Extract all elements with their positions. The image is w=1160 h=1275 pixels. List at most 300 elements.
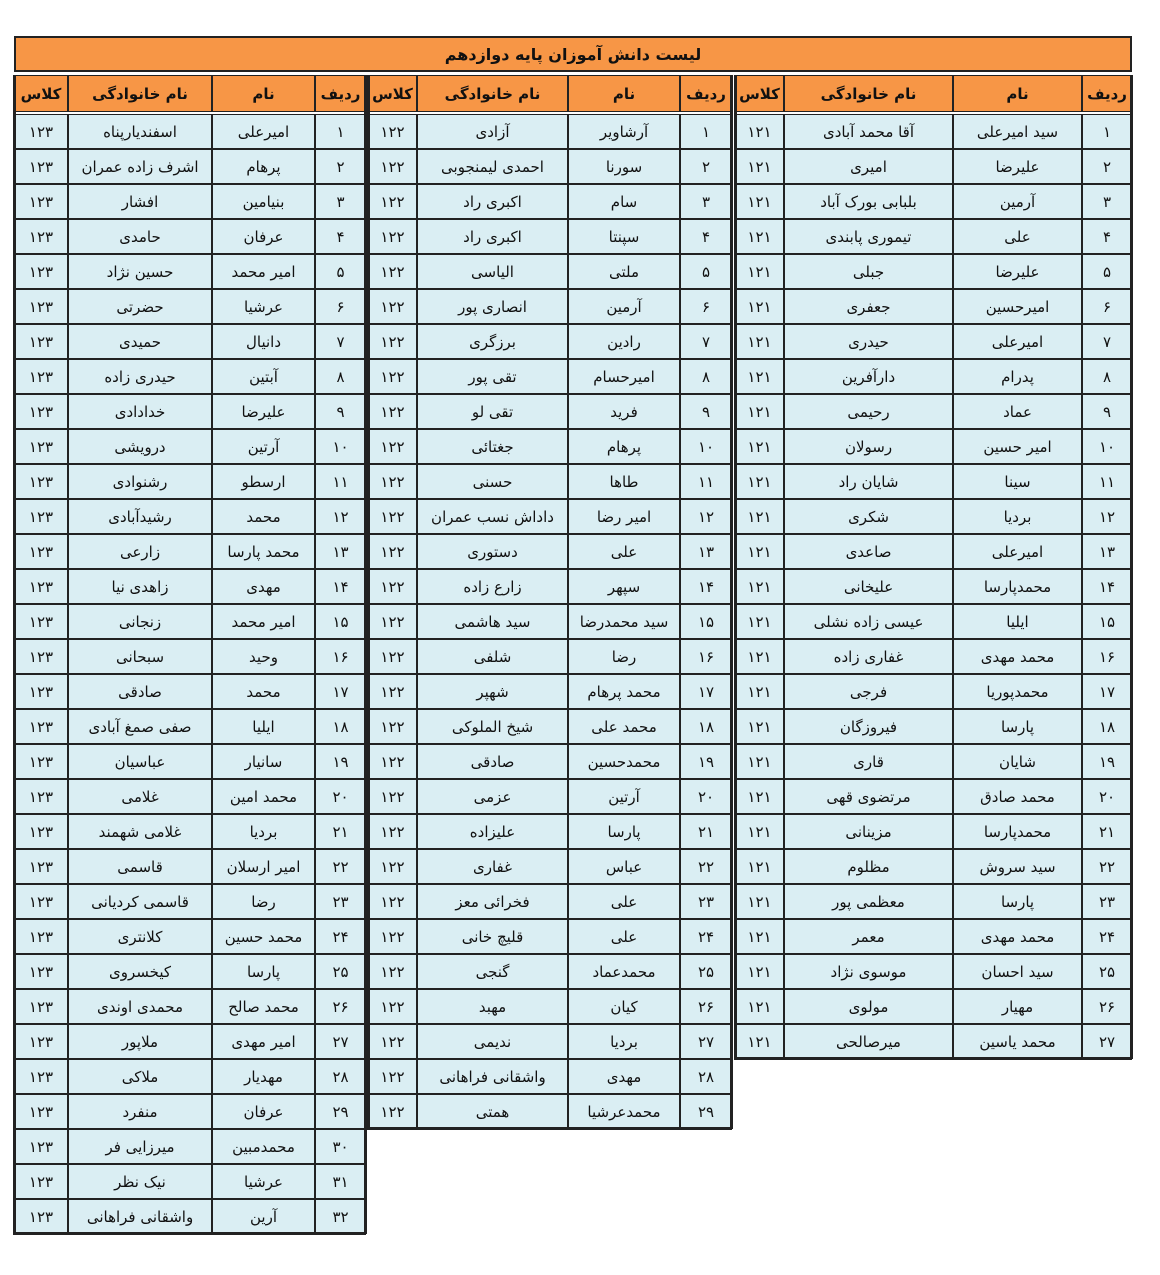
group-3-class-cell: ۱۲۳	[14, 744, 68, 779]
group-3-last-name-cell: واشقانی فراهانی	[68, 1199, 212, 1234]
group-2-last-name-cell: الیاسی	[417, 254, 568, 289]
group-3-first-name-cell: محمد	[212, 674, 315, 709]
group-1-first-name-cell: محمدپوریا	[953, 674, 1082, 709]
group-1-last-name-cell: آقا محمد آبادی	[784, 114, 953, 149]
group-2-first-name-cell: علی	[568, 919, 680, 954]
group-2-first-name-cell: سام	[568, 184, 680, 219]
group-1-last-name-cell: امیری	[784, 149, 953, 184]
group-1-first-name-cell: امیرحسین	[953, 289, 1082, 324]
group-1-class-cell: ۱۲۱	[735, 359, 784, 394]
group-2-last-name-cell: اکبری راد	[417, 219, 568, 254]
group-1-first-name-cell: محمدپارسا	[953, 814, 1082, 849]
group-3-last-name-cell: رشنوادی	[68, 464, 212, 499]
group-3-radif-cell: ۱۱	[315, 464, 366, 499]
group-2-class-cell: ۱۲۲	[368, 1024, 417, 1059]
group-2-class-cell: ۱۲۲	[368, 569, 417, 604]
group-3-frame	[13, 75, 16, 1234]
group-1-radif-cell: ۱	[1082, 114, 1132, 149]
group-2-first-name-cell: محمدعماد	[568, 954, 680, 989]
group-2-last-name-cell: شهپر	[417, 674, 568, 709]
group-3-class-cell: ۱۲۳	[14, 254, 68, 289]
group-1-last-name-cell: عیسی زاده نشلی	[784, 604, 953, 639]
group-1-class-cell: ۱۲۱	[735, 954, 784, 989]
group-2-last-name-cell: ندیمی	[417, 1024, 568, 1059]
group-1-frame	[734, 1057, 1132, 1060]
group-3-last-name-cell: حمیدی	[68, 324, 212, 359]
group-3-radif-cell: ۹	[315, 394, 366, 429]
group-2-last-name-cell: برزگری	[417, 324, 568, 359]
group-2-frame	[367, 75, 370, 1129]
group-3-last-name-cell: حامدی	[68, 219, 212, 254]
group-1-last-name-cell: حیدری	[784, 324, 953, 359]
group-1-last-name-cell: رسولان	[784, 429, 953, 464]
group-3-last-name-cell: زنجانی	[68, 604, 212, 639]
group-1-last-name-cell: رحیمی	[784, 394, 953, 429]
group-2-last-name-cell: علیزاده	[417, 814, 568, 849]
group-2-class-cell: ۱۲۲	[368, 849, 417, 884]
group-1-first-name-cell: بردیا	[953, 499, 1082, 534]
group-2-first-name-cell: آرشاویر	[568, 114, 680, 149]
group-1-class-cell: ۱۲۱	[735, 254, 784, 289]
sheet-title: لیست دانش آموزان پایه دوازدهم	[14, 36, 1132, 72]
group-3-first-name-cell: بنیامین	[212, 184, 315, 219]
group-1-radif-cell: ۸	[1082, 359, 1132, 394]
group-2-class-cell: ۱۲۲	[368, 989, 417, 1024]
group-2-radif-cell: ۲۰	[680, 779, 732, 814]
group-1-class-cell: ۱۲۱	[735, 499, 784, 534]
group-2-class-cell: ۱۲۲	[368, 674, 417, 709]
group-3-radif-cell: ۸	[315, 359, 366, 394]
group-3-radif-cell: ۲۹	[315, 1094, 366, 1129]
group-2-class-cell: ۱۲۲	[368, 499, 417, 534]
group-2-last-name-cell: زارع زاده	[417, 569, 568, 604]
group-3-radif-cell: ۲۳	[315, 884, 366, 919]
group-3-last-name-cell: غلامی شهمند	[68, 814, 212, 849]
group-2-last-name-cell: مهبد	[417, 989, 568, 1024]
group-2-first-name-cell: عباس	[568, 849, 680, 884]
group-1-radif-cell: ۱۱	[1082, 464, 1132, 499]
group-1-last-name-cell: علیخانی	[784, 569, 953, 604]
group-3-first-name-cell: امیر محمد	[212, 604, 315, 639]
group-3-frame	[364, 75, 367, 1234]
group-3-first-name-cell: دانیال	[212, 324, 315, 359]
group-3-class-cell: ۱۲۳	[14, 604, 68, 639]
group-2-class-cell: ۱۲۲	[368, 779, 417, 814]
group-3-class-cell: ۱۲۳	[14, 1094, 68, 1129]
group-1-radif-cell: ۱۸	[1082, 709, 1132, 744]
group-2-first-name-cell: بردیا	[568, 1024, 680, 1059]
group-2-first-name-cell: محمدعرشیا	[568, 1094, 680, 1129]
group-2-first-name-cell: پارسا	[568, 814, 680, 849]
group-2-first-name-cell: سورنا	[568, 149, 680, 184]
group-2-class-cell: ۱۲۲	[368, 324, 417, 359]
group-1-frame	[1130, 75, 1133, 1059]
group-3-class-cell: ۱۲۳	[14, 324, 68, 359]
group-3-first-name-cell: امیر مهدی	[212, 1024, 315, 1059]
group-1-class-cell: ۱۲۱	[735, 639, 784, 674]
group-2-radif-cell: ۲۴	[680, 919, 732, 954]
group-2-first-name-cell: فرید	[568, 394, 680, 429]
group-2-class-cell: ۱۲۲	[368, 534, 417, 569]
group-3-first-name-cell: پارسا	[212, 954, 315, 989]
group-3-first-name-cell: عرشیا	[212, 289, 315, 324]
group-1-last-name-cell: فیروزگان	[784, 709, 953, 744]
group-2-class-cell: ۱۲۲	[368, 1094, 417, 1129]
group-2-class-cell: ۱۲۲	[368, 709, 417, 744]
group-3-class-cell: ۱۲۳	[14, 989, 68, 1024]
group-2-radif-cell: ۲۸	[680, 1059, 732, 1094]
group-1-radif-cell: ۶	[1082, 289, 1132, 324]
group-1-radif-cell: ۱۶	[1082, 639, 1132, 674]
group-2-class-cell: ۱۲۲	[368, 114, 417, 149]
group-2-radif-cell: ۱	[680, 114, 732, 149]
group-3-last-name-cell: منفرد	[68, 1094, 212, 1129]
group-3-last-name-cell: اشرف زاده عمران	[68, 149, 212, 184]
group-3-radif-cell: ۱۲	[315, 499, 366, 534]
group-3-class-cell: ۱۲۳	[14, 849, 68, 884]
group-1-radif-cell: ۱۷	[1082, 674, 1132, 709]
group-1-last-name-cell: میرصالحی	[784, 1024, 953, 1059]
group-3-first-name-cell: پرهام	[212, 149, 315, 184]
group-1-first-name-cell: مهیار	[953, 989, 1082, 1024]
group-1-radif-cell: ۱۵	[1082, 604, 1132, 639]
group-1-class-cell: ۱۲۱	[735, 779, 784, 814]
group-3-class-cell: ۱۲۳	[14, 1129, 68, 1164]
group-2-last-name-cell: همتی	[417, 1094, 568, 1129]
group-3-class-cell: ۱۲۳	[14, 219, 68, 254]
group-1-last-name-cell: غفاری زاده	[784, 639, 953, 674]
group-1-radif-cell: ۵	[1082, 254, 1132, 289]
group-1-first-name-cell: سید امیرعلی	[953, 114, 1082, 149]
group-2-last-name-cell: انصاری پور	[417, 289, 568, 324]
group-2-radif-cell: ۲	[680, 149, 732, 184]
group-3-first-name-cell: سانیار	[212, 744, 315, 779]
group-1-class-cell: ۱۲۱	[735, 114, 784, 149]
group-2-frame	[730, 75, 733, 1129]
group-3-last-name-cell: غلامی	[68, 779, 212, 814]
group-3-last-name-cell: عباسیان	[68, 744, 212, 779]
group-2-radif-cell: ۷	[680, 324, 732, 359]
group-3-class-cell: ۱۲۳	[14, 464, 68, 499]
group-1-first-name-cell: محمد مهدی	[953, 639, 1082, 674]
group-2-first-name-cell: کیان	[568, 989, 680, 1024]
group-1-radif-cell: ۹	[1082, 394, 1132, 429]
group-3-radif-cell: ۲۱	[315, 814, 366, 849]
group-2-last-name-cell: اکبری راد	[417, 184, 568, 219]
group-3-class-cell: ۱۲۳	[14, 499, 68, 534]
group-3-last-name-cell: رشیدآبادی	[68, 499, 212, 534]
group-2-first-name-cell: امیرحسام	[568, 359, 680, 394]
group-3-radif-cell: ۱۹	[315, 744, 366, 779]
group-3-last-name-cell: میرزایی فر	[68, 1129, 212, 1164]
group-1-first-name-cell: محمدپارسا	[953, 569, 1082, 604]
group-1-header-first-name: نام	[953, 75, 1082, 112]
group-1-radif-cell: ۱۹	[1082, 744, 1132, 779]
group-1-class-cell: ۱۲۱	[735, 394, 784, 429]
group-2-header-radif: ردیف	[680, 75, 732, 112]
group-3-radif-cell: ۳	[315, 184, 366, 219]
group-3-last-name-cell: قاسمی	[68, 849, 212, 884]
group-2-radif-cell: ۱۹	[680, 744, 732, 779]
group-2-class-cell: ۱۲۲	[368, 1059, 417, 1094]
group-1-last-name-cell: تیموری پابندی	[784, 219, 953, 254]
group-3-header-last-name: نام خانوادگی	[68, 75, 212, 112]
group-3-last-name-cell: قاسمی کردیانی	[68, 884, 212, 919]
group-3-last-name-cell: حسین نژاد	[68, 254, 212, 289]
group-3-first-name-cell: علیرضا	[212, 394, 315, 429]
group-1-radif-cell: ۴	[1082, 219, 1132, 254]
group-1-first-name-cell: سینا	[953, 464, 1082, 499]
group-3-first-name-cell: آبتین	[212, 359, 315, 394]
group-3-first-name-cell: عرفان	[212, 1094, 315, 1129]
group-1-class-cell: ۱۲۱	[735, 989, 784, 1024]
group-3-class-cell: ۱۲۳	[14, 534, 68, 569]
group-1-radif-cell: ۱۰	[1082, 429, 1132, 464]
group-1-last-name-cell: بلبابی بورک آباد	[784, 184, 953, 219]
group-1-last-name-cell: جعفری	[784, 289, 953, 324]
group-1-first-name-cell: سید احسان	[953, 954, 1082, 989]
group-1-first-name-cell: پارسا	[953, 709, 1082, 744]
group-2-radif-cell: ۱۶	[680, 639, 732, 674]
group-3-class-cell: ۱۲۳	[14, 1199, 68, 1234]
group-1-radif-cell: ۲۱	[1082, 814, 1132, 849]
group-1-last-name-cell: شایان راد	[784, 464, 953, 499]
group-2-class-cell: ۱۲۲	[368, 149, 417, 184]
group-3-first-name-cell: مهدیار	[212, 1059, 315, 1094]
group-1-class-cell: ۱۲۱	[735, 569, 784, 604]
group-3-class-cell: ۱۲۳	[14, 359, 68, 394]
group-3-class-cell: ۱۲۳	[14, 919, 68, 954]
group-3-radif-cell: ۷	[315, 324, 366, 359]
group-2-class-cell: ۱۲۲	[368, 814, 417, 849]
group-2-first-name-cell: علی	[568, 884, 680, 919]
group-2-last-name-cell: شلفی	[417, 639, 568, 674]
group-2-radif-cell: ۲۲	[680, 849, 732, 884]
group-3-class-cell: ۱۲۳	[14, 709, 68, 744]
group-1-first-name-cell: محمد مهدی	[953, 919, 1082, 954]
group-1-class-cell: ۱۲۱	[735, 184, 784, 219]
group-2-first-name-cell: سید محمدرضا	[568, 604, 680, 639]
group-1-last-name-cell: مرتضوی قهی	[784, 779, 953, 814]
group-2-first-name-cell: رضا	[568, 639, 680, 674]
group-1-last-name-cell: مولوی	[784, 989, 953, 1024]
group-3-last-name-cell: نیک نظر	[68, 1164, 212, 1199]
group-1-radif-cell: ۱۴	[1082, 569, 1132, 604]
group-2-radif-cell: ۱۴	[680, 569, 732, 604]
group-1-header-class: کلاس	[735, 75, 784, 112]
group-1-first-name-cell: محمد صادق	[953, 779, 1082, 814]
group-3-radif-cell: ۱۸	[315, 709, 366, 744]
group-2-radif-cell: ۲۶	[680, 989, 732, 1024]
group-2-class-cell: ۱۲۲	[368, 464, 417, 499]
group-2-last-name-cell: آزادی	[417, 114, 568, 149]
group-1-radif-cell: ۲۷	[1082, 1024, 1132, 1059]
group-2-first-name-cell: آرتین	[568, 779, 680, 814]
group-3-radif-cell: ۲۵	[315, 954, 366, 989]
group-2-last-name-cell: قلیچ خانی	[417, 919, 568, 954]
group-2-last-name-cell: واشقانی فراهانی	[417, 1059, 568, 1094]
group-1-last-name-cell: فرجی	[784, 674, 953, 709]
group-2-first-name-cell: محمدحسین	[568, 744, 680, 779]
group-1-class-cell: ۱۲۱	[735, 744, 784, 779]
group-3-first-name-cell: عرفان	[212, 219, 315, 254]
group-2-last-name-cell: فخرائی معز	[417, 884, 568, 919]
group-2-last-name-cell: داداش نسب عمران	[417, 499, 568, 534]
group-3-class-cell: ۱۲۳	[14, 884, 68, 919]
group-2-class-cell: ۱۲۲	[368, 639, 417, 674]
group-2-first-name-cell: محمد علی	[568, 709, 680, 744]
group-1-first-name-cell: آرمین	[953, 184, 1082, 219]
group-3-last-name-cell: صفی صمغ آبادی	[68, 709, 212, 744]
group-1-last-name-cell: معمر	[784, 919, 953, 954]
group-3-radif-cell: ۲۸	[315, 1059, 366, 1094]
group-1-last-name-cell: شکری	[784, 499, 953, 534]
group-2-class-cell: ۱۲۲	[368, 429, 417, 464]
group-3-radif-cell: ۱۰	[315, 429, 366, 464]
group-2-last-name-cell: احمدی لیمنجوبی	[417, 149, 568, 184]
group-1-class-cell: ۱۲۱	[735, 464, 784, 499]
group-3-last-name-cell: خدادادی	[68, 394, 212, 429]
group-1-first-name-cell: پارسا	[953, 884, 1082, 919]
group-3-class-cell: ۱۲۳	[14, 394, 68, 429]
group-3-first-name-cell: محمد صالح	[212, 989, 315, 1024]
group-2-last-name-cell: تقی پور	[417, 359, 568, 394]
group-3-radif-cell: ۳۰	[315, 1129, 366, 1164]
group-3-first-name-cell: عرشیا	[212, 1164, 315, 1199]
group-1-last-name-cell: صاعدی	[784, 534, 953, 569]
group-1-first-name-cell: امیرعلی	[953, 324, 1082, 359]
group-1-last-name-cell: مظلوم	[784, 849, 953, 884]
group-1-last-name-cell: دارآفرین	[784, 359, 953, 394]
group-3-first-name-cell: محمد امین	[212, 779, 315, 814]
group-3-radif-cell: ۲۶	[315, 989, 366, 1024]
group-2-radif-cell: ۲۵	[680, 954, 732, 989]
group-1-first-name-cell: سید سروش	[953, 849, 1082, 884]
group-1-class-cell: ۱۲۱	[735, 534, 784, 569]
group-2-class-cell: ۱۲۲	[368, 919, 417, 954]
group-3-radif-cell: ۴	[315, 219, 366, 254]
group-3-first-name-cell: آرتین	[212, 429, 315, 464]
group-1-class-cell: ۱۲۱	[735, 709, 784, 744]
group-2-last-name-cell: گنجی	[417, 954, 568, 989]
group-3-first-name-cell: بردیا	[212, 814, 315, 849]
group-3-radif-cell: ۱۷	[315, 674, 366, 709]
group-2-radif-cell: ۱۳	[680, 534, 732, 569]
group-2-header-first-name: نام	[568, 75, 680, 112]
group-1-class-cell: ۱۲۱	[735, 884, 784, 919]
group-2-last-name-cell: حسنی	[417, 464, 568, 499]
group-2-first-name-cell: سپنتا	[568, 219, 680, 254]
group-3-radif-cell: ۲۰	[315, 779, 366, 814]
group-3-class-cell: ۱۲۳	[14, 814, 68, 849]
group-1-class-cell: ۱۲۱	[735, 324, 784, 359]
group-3-class-cell: ۱۲۳	[14, 1059, 68, 1094]
group-3-last-name-cell: ملاپور	[68, 1024, 212, 1059]
group-2-radif-cell: ۱۲	[680, 499, 732, 534]
group-2-last-name-cell: شیخ الملوکی	[417, 709, 568, 744]
group-3-last-name-cell: سبحانی	[68, 639, 212, 674]
group-3-header-class: کلاس	[14, 75, 68, 112]
group-2-last-name-cell: سید هاشمی	[417, 604, 568, 639]
group-1-last-name-cell: مزینانی	[784, 814, 953, 849]
group-3-radif-cell: ۲۲	[315, 849, 366, 884]
group-2-class-cell: ۱۲۲	[368, 954, 417, 989]
group-2-class-cell: ۱۲۲	[368, 219, 417, 254]
group-1-radif-cell: ۲۴	[1082, 919, 1132, 954]
group-2-radif-cell: ۲۷	[680, 1024, 732, 1059]
group-3-class-cell: ۱۲۳	[14, 429, 68, 464]
group-3-radif-cell: ۱	[315, 114, 366, 149]
group-3-last-name-cell: محمدی اوندی	[68, 989, 212, 1024]
group-3-first-name-cell: مهدی	[212, 569, 315, 604]
group-3-radif-cell: ۱۵	[315, 604, 366, 639]
group-2-first-name-cell: سپهر	[568, 569, 680, 604]
group-3-first-name-cell: امیر محمد	[212, 254, 315, 289]
group-3-last-name-cell: زاهدی نیا	[68, 569, 212, 604]
group-3-class-cell: ۱۲۳	[14, 289, 68, 324]
group-3-first-name-cell: محمد	[212, 499, 315, 534]
group-1-radif-cell: ۱۳	[1082, 534, 1132, 569]
group-2-radif-cell: ۲۹	[680, 1094, 732, 1129]
group-2-radif-cell: ۱۵	[680, 604, 732, 639]
group-1-class-cell: ۱۲۱	[735, 1024, 784, 1059]
group-3-radif-cell: ۲	[315, 149, 366, 184]
group-3-radif-cell: ۱۳	[315, 534, 366, 569]
group-1-last-name-cell: جبلی	[784, 254, 953, 289]
group-1-first-name-cell: شایان	[953, 744, 1082, 779]
group-2-radif-cell: ۸	[680, 359, 732, 394]
group-2-first-name-cell: ملتی	[568, 254, 680, 289]
group-2-class-cell: ۱۲۲	[368, 184, 417, 219]
group-3-class-cell: ۱۲۳	[14, 114, 68, 149]
group-1-class-cell: ۱۲۱	[735, 429, 784, 464]
group-3-radif-cell: ۳۱	[315, 1164, 366, 1199]
group-2-radif-cell: ۱۱	[680, 464, 732, 499]
group-1-radif-cell: ۲	[1082, 149, 1132, 184]
group-2-first-name-cell: رادین	[568, 324, 680, 359]
group-2-class-cell: ۱۲۲	[368, 359, 417, 394]
group-3-class-cell: ۱۲۳	[14, 569, 68, 604]
group-2-class-cell: ۱۲۲	[368, 744, 417, 779]
group-1-first-name-cell: عماد	[953, 394, 1082, 429]
group-1-first-name-cell: ایلیا	[953, 604, 1082, 639]
group-1-radif-cell: ۱۲	[1082, 499, 1132, 534]
group-1-radif-cell: ۲۰	[1082, 779, 1132, 814]
group-3-radif-cell: ۱۴	[315, 569, 366, 604]
group-1-radif-cell: ۲۶	[1082, 989, 1132, 1024]
group-3-class-cell: ۱۲۳	[14, 149, 68, 184]
group-2-last-name-cell: عزمی	[417, 779, 568, 814]
group-2-last-name-cell: غفاری	[417, 849, 568, 884]
group-2-class-cell: ۱۲۲	[368, 604, 417, 639]
group-3-first-name-cell: امیر ارسلان	[212, 849, 315, 884]
group-3-class-cell: ۱۲۳	[14, 1024, 68, 1059]
group-1-last-name-cell: معظمی پور	[784, 884, 953, 919]
group-3-last-name-cell: ملاکی	[68, 1059, 212, 1094]
group-1-header-last-name: نام خانوادگی	[784, 75, 953, 112]
group-3-last-name-cell: حیدری زاده	[68, 359, 212, 394]
group-3-class-cell: ۱۲۳	[14, 779, 68, 814]
group-3-first-name-cell: محمد حسین	[212, 919, 315, 954]
group-3-radif-cell: ۱۶	[315, 639, 366, 674]
group-2-radif-cell: ۲۳	[680, 884, 732, 919]
group-1-class-cell: ۱۲۱	[735, 849, 784, 884]
group-1-class-cell: ۱۲۱	[735, 604, 784, 639]
group-2-radif-cell: ۶	[680, 289, 732, 324]
group-1-first-name-cell: علیرضا	[953, 149, 1082, 184]
group-1-radif-cell: ۲۵	[1082, 954, 1132, 989]
group-3-radif-cell: ۵	[315, 254, 366, 289]
